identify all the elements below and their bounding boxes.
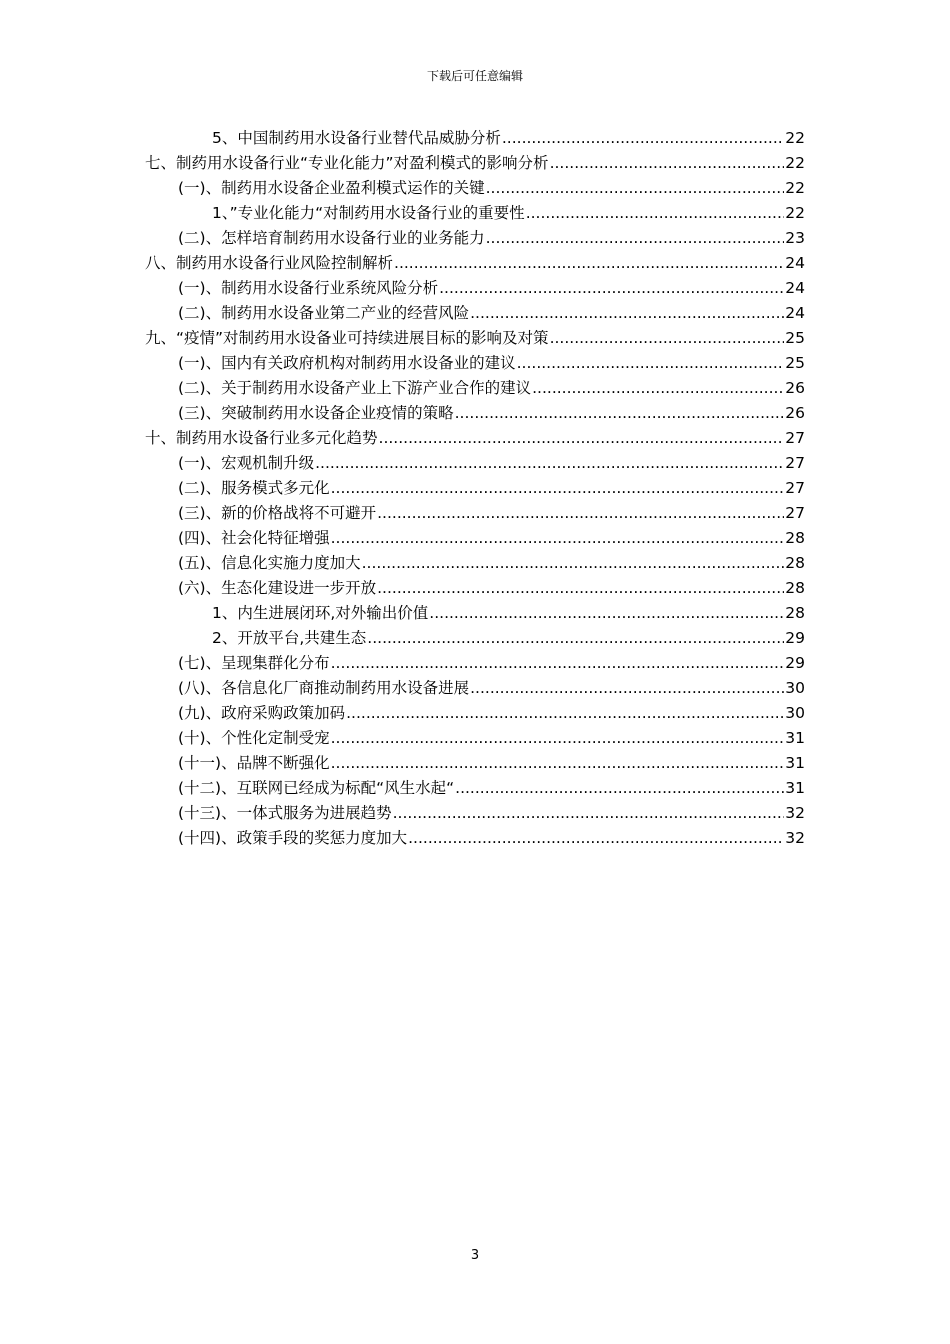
toc-entry-title: (五)、信息化实施力度加大 <box>178 554 361 572</box>
toc-entry-page: 31 <box>785 729 805 747</box>
toc-entry-page: 22 <box>785 154 805 172</box>
toc-entry-page: 29 <box>785 629 805 647</box>
toc-entry-title: (三)、新的价格战将不可避开 <box>178 504 377 522</box>
toc-entry-page: 28 <box>785 529 805 547</box>
toc-entry <box>178 351 805 376</box>
toc-entry-title: (三)、突破制药用水设备企业疫情的策略 <box>178 404 454 422</box>
toc-entry-title: (七)、呈现集群化分布 <box>178 654 330 672</box>
toc-entry-title: (一)、宏观机制升级 <box>178 454 315 472</box>
toc-entry-page: 32 <box>785 804 805 822</box>
toc-leader-dots <box>331 751 785 776</box>
toc-entry-page: 24 <box>785 279 805 297</box>
toc-entry <box>145 426 805 451</box>
toc-leader-dots <box>429 601 784 626</box>
toc-entry <box>178 776 805 801</box>
toc-entry <box>145 251 805 276</box>
toc-leader-dots <box>470 676 784 701</box>
toc-entry-title: (十二)、互联网已经成为标配“风生水起“ <box>178 779 455 797</box>
toc-entry-title: (十四)、政策手段的奖惩力度加大 <box>178 829 408 847</box>
toc-entry-page: 29 <box>785 654 805 672</box>
toc-entry-title: (二)、怎样培育制药用水设备行业的业务能力 <box>178 229 485 247</box>
toc-entry-title: (八)、各信息化厂商推动制药用水设备进展 <box>178 679 470 697</box>
toc-entry-page: 28 <box>785 604 805 622</box>
toc-entry <box>178 176 805 201</box>
toc-entry <box>212 601 805 626</box>
toc-entry-page: 25 <box>785 329 805 347</box>
toc-entry <box>212 201 805 226</box>
toc-leader-dots <box>502 126 784 151</box>
toc-leader-dots <box>550 151 785 176</box>
toc-leader-dots <box>486 226 785 251</box>
toc-entry <box>178 676 805 701</box>
toc-entry-title: 七、制药用水设备行业“专业化能力”对盈利模式的影响分析 <box>145 154 549 172</box>
toc-entry <box>178 526 805 551</box>
toc-entry-page: 28 <box>785 579 805 597</box>
toc-entry-page: 27 <box>785 479 805 497</box>
toc-leader-dots <box>550 326 785 351</box>
toc-entry-page: 24 <box>785 254 805 272</box>
toc-entry <box>145 326 805 351</box>
toc-entry-title: (一)、制药用水设备企业盈利模式运作的关键 <box>178 179 485 197</box>
toc-entry <box>178 276 805 301</box>
page-header-note: 下载后可任意编辑 <box>426 69 523 83</box>
toc-entry-page: 24 <box>785 304 805 322</box>
toc-entry-page: 31 <box>785 754 805 772</box>
toc-entry-page: 30 <box>785 679 805 697</box>
toc-entry <box>178 576 805 601</box>
toc-entry-title: (二)、服务模式多元化 <box>178 479 330 497</box>
toc-entry-title: (六)、生态化建设进一步开放 <box>178 579 377 597</box>
toc-leader-dots <box>362 551 785 576</box>
toc-entry-title: 九、“疫情”对制药用水设备业可持续进展目标的影响及对策 <box>145 329 549 347</box>
toc-leader-dots <box>331 476 785 501</box>
toc-leader-dots <box>367 626 784 651</box>
toc-entry-page: 26 <box>785 379 805 397</box>
toc-leader-dots <box>315 451 784 476</box>
toc-entry-page: 22 <box>785 179 805 197</box>
toc-entry <box>178 701 805 726</box>
toc-entry-page: 22 <box>785 204 805 222</box>
toc-entry-page: 27 <box>785 504 805 522</box>
toc-leader-dots <box>439 276 784 301</box>
toc-entry-title: (四)、社会化特征增强 <box>178 529 330 547</box>
toc-entry <box>178 651 805 676</box>
toc-entry-page: 22 <box>785 129 805 147</box>
toc-leader-dots <box>331 726 785 751</box>
toc-entry-title: (一)、制药用水设备行业系统风险分析 <box>178 279 439 297</box>
toc-entry-title: 十、制药用水设备行业多元化趋势 <box>145 429 378 447</box>
toc-entry <box>212 626 805 651</box>
toc-leader-dots <box>379 426 785 451</box>
toc-leader-dots <box>470 301 784 326</box>
toc-leader-dots <box>393 801 785 826</box>
toc-entry <box>145 151 805 176</box>
toc-leader-dots <box>331 526 785 551</box>
toc-entry-page: 27 <box>785 429 805 447</box>
toc-entry <box>178 501 805 526</box>
toc-entry <box>178 301 805 326</box>
toc-entry <box>178 726 805 751</box>
toc-entry <box>178 476 805 501</box>
toc-entry <box>178 551 805 576</box>
toc-entry <box>178 451 805 476</box>
toc-entry-title: (二)、制药用水设备业第二产业的经营风险 <box>178 304 470 322</box>
toc-entry-title: 5、中国制药用水设备行业替代品威胁分析 <box>212 129 501 147</box>
toc-leader-dots <box>377 576 784 601</box>
toc-leader-dots <box>331 651 785 676</box>
table-of-contents <box>0 126 950 851</box>
toc-entry <box>178 401 805 426</box>
toc-entry-title: 八、制药用水设备行业风险控制解析 <box>145 254 394 272</box>
toc-entry-page: 28 <box>785 554 805 572</box>
toc-entry-page: 25 <box>785 354 805 372</box>
toc-entry <box>178 801 805 826</box>
toc-entry-title: 1、”专业化能力“对制药用水设备行业的重要性 <box>212 204 525 222</box>
toc-entry-title: 2、开放平台,共建生态 <box>212 629 367 647</box>
toc-entry-title: (一)、国内有关政府机构对制药用水设备业的建议 <box>178 354 516 372</box>
toc-entry <box>178 826 805 851</box>
toc-entry-title: (二)、关于制药用水设备产业上下游产业合作的建议 <box>178 379 532 397</box>
toc-leader-dots <box>346 701 784 726</box>
toc-entry-title: 1、内生进展闭环,对外输出价值 <box>212 604 429 622</box>
toc-entry-page: 31 <box>785 779 805 797</box>
toc-leader-dots <box>486 176 785 201</box>
toc-entry-page: 27 <box>785 454 805 472</box>
toc-entry <box>178 226 805 251</box>
toc-leader-dots <box>532 376 784 401</box>
toc-entry-title: (十三)、一体式服务为进展趋势 <box>178 804 392 822</box>
toc-entry <box>178 376 805 401</box>
toc-leader-dots <box>394 251 784 276</box>
toc-leader-dots <box>408 826 784 851</box>
toc-entry-title: (十)、个性化定制受宠 <box>178 729 330 747</box>
toc-entry-page: 32 <box>785 829 805 847</box>
toc-entry-page: 30 <box>785 704 805 722</box>
toc-leader-dots <box>455 776 784 801</box>
toc-entry <box>212 126 805 151</box>
toc-leader-dots <box>526 201 785 226</box>
page-number: 3 <box>470 1248 480 1263</box>
toc-entry-title: (九)、政府采购政策加码 <box>178 704 346 722</box>
toc-entry-page: 23 <box>785 229 805 247</box>
toc-leader-dots <box>455 401 785 426</box>
toc-entry <box>178 751 805 776</box>
toc-entry-page: 26 <box>785 404 805 422</box>
toc-leader-dots <box>377 501 784 526</box>
toc-entry-title: (十一)、品牌不断强化 <box>178 754 330 772</box>
toc-leader-dots <box>517 351 785 376</box>
